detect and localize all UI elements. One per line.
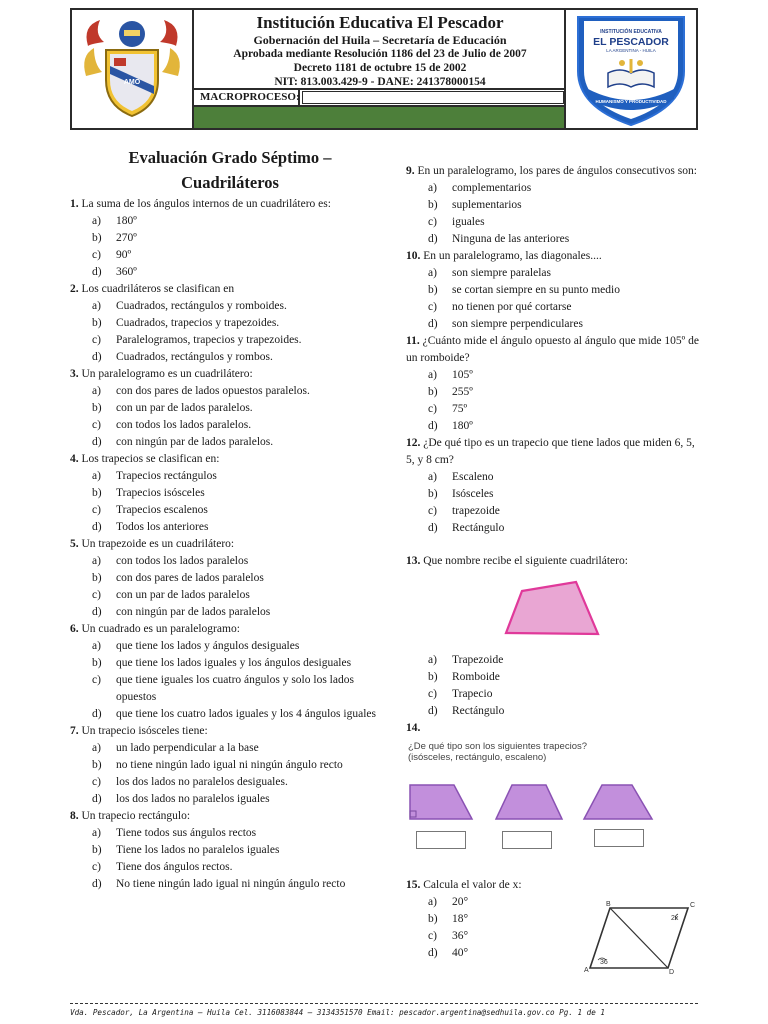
- option-letter: c): [428, 688, 437, 700]
- option-letter: c): [92, 589, 101, 601]
- question-14: [406, 720, 706, 737]
- option-text: 180º: [452, 420, 473, 432]
- coat-of-arms-logo: [72, 10, 194, 128]
- option-text: Cuadrados, rectángulos y romboides.: [116, 300, 287, 312]
- angle-c-label: 2x: [671, 915, 679, 922]
- answer-option[interactable]: [70, 672, 390, 706]
- option-text: que tiene los lados iguales y los ángulos desiguales: [116, 657, 352, 669]
- answer-option[interactable]: [70, 383, 390, 400]
- answer-option[interactable]: [406, 197, 706, 214]
- svg-text:AMO: AMO: [123, 79, 141, 86]
- option-text: que tiene los lados y ángulos desiguales: [116, 640, 300, 652]
- option-letter: c): [92, 334, 101, 346]
- answer-option[interactable]: [70, 247, 390, 264]
- question-number: 1.: [70, 198, 79, 210]
- question-text: En un paralelogramo, los pares de ángulos consecutivos son:: [417, 165, 697, 177]
- question-text: Un trapezoide es un cuadrilátero:: [81, 538, 235, 550]
- option-letter: a): [428, 654, 437, 666]
- option-letter: a): [428, 369, 437, 381]
- answer-box-1[interactable]: [416, 831, 466, 849]
- answer-option[interactable]: [406, 384, 706, 401]
- option-text: 90º: [116, 249, 132, 261]
- question-8: [70, 808, 390, 825]
- option-text: los dos lados no paralelos desiguales.: [116, 776, 288, 788]
- answer-option[interactable]: [406, 231, 706, 248]
- answer-option[interactable]: [406, 669, 706, 686]
- option-letter: d): [92, 878, 102, 890]
- answer-option[interactable]: [70, 264, 390, 281]
- answer-option[interactable]: [70, 876, 390, 893]
- trapezoid-right: [410, 785, 472, 819]
- option-letter: d): [428, 705, 438, 717]
- option-text: Escaleno: [452, 471, 494, 483]
- answer-option[interactable]: [70, 349, 390, 366]
- question-text: ¿De qué tipo es un trapecio que tiene lados que miden 6, 5, 5, y 8 cm?: [406, 437, 695, 466]
- option-letter: d): [92, 436, 102, 448]
- header-text-block: [194, 10, 566, 128]
- question-number: 4.: [70, 453, 79, 465]
- option-text: 20°: [452, 896, 469, 908]
- question-text: Un trapecio rectángulo:: [81, 810, 191, 822]
- answer-option[interactable]: [70, 230, 390, 247]
- answer-option[interactable]: [70, 757, 390, 774]
- option-text: Trapecios escalenos: [116, 504, 208, 516]
- option-letter: a): [92, 215, 101, 227]
- trapezoids-prompt-types: (isósceles, rectángulo, escaleno): [408, 752, 547, 763]
- option-text: 270º: [116, 232, 137, 244]
- answer-option[interactable]: [406, 214, 706, 231]
- right-question-list: [406, 163, 706, 537]
- question-13-options: [406, 652, 706, 720]
- question-10: [406, 248, 706, 265]
- question-text: En un paralelogramo, las diagonales....: [423, 250, 602, 262]
- answer-option[interactable]: [70, 604, 390, 621]
- option-letter: b): [92, 317, 102, 329]
- option-text: complementarios: [452, 182, 532, 194]
- answer-option[interactable]: [406, 367, 706, 384]
- vertex-d-label: D: [669, 969, 675, 976]
- resolution-line: Aprobada mediante Resolución 1186 del 23 de Julio de 2007: [233, 48, 527, 60]
- option-text: Trapecios isósceles: [116, 487, 205, 499]
- option-text: Romboide: [452, 671, 500, 683]
- answer-option[interactable]: [70, 774, 390, 791]
- macroproceso-field[interactable]: [302, 91, 564, 104]
- answer-box-3[interactable]: [594, 829, 644, 847]
- option-letter: b): [428, 386, 438, 398]
- badge-name-text: EL PESCADOR: [593, 36, 669, 48]
- option-letter: d): [92, 351, 102, 363]
- nit-line: NIT: 813.003.429-9 - DANE: 241378000154: [274, 76, 486, 88]
- option-letter: c): [92, 419, 101, 431]
- option-text: Tiene los lados no paralelos iguales: [116, 844, 280, 856]
- option-text: 105º: [452, 369, 473, 381]
- trapezoids-prompt: ¿De qué tipo son los siguientes trapecios?: [408, 741, 588, 752]
- answer-option[interactable]: [70, 298, 390, 315]
- option-text: Ninguna de las anteriores: [452, 233, 570, 245]
- answer-option[interactable]: [406, 686, 706, 703]
- option-letter: c): [428, 505, 437, 517]
- answer-option[interactable]: [70, 468, 390, 485]
- option-text: Cuadrados, rectángulos y rombos.: [116, 351, 273, 363]
- option-text: con dos pares de lados paralelos: [116, 572, 264, 584]
- option-letter: b): [428, 199, 438, 211]
- option-text: Isósceles: [452, 488, 494, 500]
- question-number: 13.: [406, 555, 421, 567]
- answer-option[interactable]: [406, 652, 706, 669]
- option-text: iguales: [452, 216, 485, 228]
- option-text: no tienen por qué cortarse: [452, 301, 572, 313]
- option-letter: d): [428, 522, 438, 534]
- option-letter: d): [92, 708, 102, 720]
- option-letter: a): [92, 827, 101, 839]
- badge-top-text: INSTITUCIÓN EDUCATIVA: [600, 29, 662, 35]
- option-text: con todos los lados paralelos.: [116, 419, 252, 431]
- parallelogram-figure: [580, 898, 700, 976]
- answer-option[interactable]: [70, 638, 390, 655]
- question-4: [70, 451, 390, 468]
- governorate-line: Gobernación del Huila – Secretaría de Educación: [253, 33, 507, 47]
- left-column: [70, 146, 390, 893]
- badge-place-text: LA ARGENTINA - HUILA: [606, 48, 656, 53]
- answer-option[interactable]: [70, 417, 390, 434]
- option-letter: c): [92, 861, 101, 873]
- option-letter: c): [428, 930, 437, 942]
- option-letter: a): [428, 182, 437, 194]
- answer-option[interactable]: [70, 842, 390, 859]
- option-text: con ningún par de lados paralelos: [116, 606, 271, 618]
- option-letter: a): [92, 385, 101, 397]
- option-letter: b): [92, 657, 102, 669]
- question-9: [406, 163, 706, 180]
- vertex-a-label: A: [584, 967, 589, 974]
- answer-option[interactable]: [70, 434, 390, 451]
- trapezoid-isosceles: [496, 785, 562, 819]
- school-badge-logo: [564, 10, 696, 128]
- answer-option[interactable]: [70, 213, 390, 230]
- option-letter: c): [92, 249, 101, 261]
- option-letter: c): [92, 776, 101, 788]
- footer-separator: [70, 1003, 698, 1004]
- answer-option[interactable]: [406, 265, 706, 282]
- option-letter: b): [428, 913, 438, 925]
- option-text: Trapecios rectángulos: [116, 470, 217, 482]
- question-number: 7.: [70, 725, 79, 737]
- badge-motto-text: HUMANISMO Y PRODUCTIVIDAD: [595, 99, 667, 104]
- answer-option[interactable]: [70, 485, 390, 502]
- option-text: Todos los anteriores: [116, 521, 209, 533]
- answer-option[interactable]: [70, 706, 390, 723]
- option-letter: c): [92, 504, 101, 516]
- option-text: Paralelogramos, trapecios y trapezoides.: [116, 334, 302, 346]
- answer-option[interactable]: [406, 180, 706, 197]
- answer-option[interactable]: [70, 859, 390, 876]
- option-text: con un par de lados paralelos.: [116, 402, 253, 414]
- answer-option[interactable]: [70, 553, 390, 570]
- question-13: [406, 553, 706, 570]
- header-green-bar: [194, 107, 566, 128]
- question-number: 8.: [70, 810, 79, 822]
- option-text: Tiene todos sus ángulos rectos: [116, 827, 257, 839]
- option-text: No tiene ningún lado igual ni ningún ángulo recto: [116, 878, 346, 890]
- option-text: 36°: [452, 930, 469, 942]
- answer-option[interactable]: [406, 316, 706, 333]
- option-text: los dos lados no paralelos iguales: [116, 793, 270, 805]
- answer-box-2[interactable]: [502, 831, 552, 849]
- option-text: Cuadrados, trapecios y trapezoides.: [116, 317, 280, 329]
- answer-option[interactable]: [70, 587, 390, 604]
- option-text: un lado perpendicular a la base: [116, 742, 259, 754]
- answer-option[interactable]: [406, 703, 706, 720]
- answer-option[interactable]: [70, 400, 390, 417]
- option-text: 255º: [452, 386, 473, 398]
- answer-option[interactable]: [406, 401, 706, 418]
- option-text: 40°: [452, 947, 469, 959]
- option-letter: b): [92, 759, 102, 771]
- left-question-list: [70, 196, 390, 893]
- option-letter: d): [428, 233, 438, 245]
- answer-option[interactable]: [70, 791, 390, 808]
- option-letter: c): [92, 674, 101, 686]
- macroproceso-label: MACROPROCESO:: [194, 90, 300, 105]
- option-letter: c): [428, 301, 437, 313]
- question-number: 3.: [70, 368, 79, 380]
- answer-option[interactable]: [70, 332, 390, 349]
- question-number: 6.: [70, 623, 79, 635]
- option-text: 75º: [452, 403, 468, 415]
- option-text: Tiene dos ángulos rectos.: [116, 861, 233, 873]
- vertex-c-label: C: [690, 902, 696, 909]
- option-letter: b): [92, 232, 102, 244]
- question-text: Un trapecio isósceles tiene:: [81, 725, 208, 737]
- question-number: 2.: [70, 283, 79, 295]
- answer-option[interactable]: [70, 825, 390, 842]
- option-text: suplementarios: [452, 199, 522, 211]
- question-number: 11.: [406, 335, 420, 347]
- question-text: Un paralelogramo es un cuadrilátero:: [81, 368, 253, 380]
- question-11: [406, 333, 706, 367]
- option-text: con ningún par de lados paralelos.: [116, 436, 274, 448]
- answer-option[interactable]: [406, 299, 706, 316]
- question-text: Un cuadrado es un paralelogramo:: [81, 623, 240, 635]
- answer-option[interactable]: [70, 570, 390, 587]
- option-letter: d): [92, 606, 102, 618]
- option-letter: a): [428, 471, 437, 483]
- evaluation-title-line2: Cuadriláteros: [181, 173, 279, 192]
- answer-option[interactable]: [70, 655, 390, 672]
- option-letter: d): [92, 793, 102, 805]
- answer-option[interactable]: [70, 315, 390, 332]
- option-text: Rectángulo: [452, 705, 505, 717]
- option-letter: d): [428, 947, 438, 959]
- angle-a-label: 36: [600, 959, 608, 966]
- page-footer: Vda. Pescador, La Argentina – Huila Cel. 3116083844 – 3134351570 Email: pescador.argentina@sedhuila.gov.co Pg. 1 de 1: [70, 1008, 605, 1017]
- question-7: [70, 723, 390, 740]
- option-text: 18°: [452, 913, 469, 925]
- option-text: con un par de lados paralelos: [116, 589, 250, 601]
- option-text: 360º: [116, 266, 137, 278]
- quadrilateral-figure: [406, 578, 646, 648]
- option-letter: a): [92, 742, 101, 754]
- macroproceso-row: [194, 88, 566, 107]
- answer-option[interactable]: [406, 503, 706, 520]
- option-letter: d): [428, 420, 438, 432]
- option-letter: b): [428, 488, 438, 500]
- answer-option[interactable]: [70, 519, 390, 536]
- question-15: [406, 877, 706, 894]
- question-text: Calcula el valor de x:: [423, 879, 522, 891]
- question-text: La suma de los ángulos internos de un cuadrilátero es:: [81, 198, 331, 210]
- option-letter: b): [428, 671, 438, 683]
- question-5: [70, 536, 390, 553]
- institution-name: Institución Educativa El Pescador: [256, 13, 504, 32]
- option-text: que tiene iguales los cuatro ángulos y solo los lados opuestos: [116, 674, 354, 703]
- evaluation-title-line1: Evaluación Grado Séptimo –: [128, 148, 332, 167]
- option-letter: a): [92, 470, 101, 482]
- option-text: que tiene los cuatro lados iguales y los 4 ángulos iguales: [116, 708, 376, 720]
- question-text: Que nombre recibe el siguiente cuadrilátero:: [423, 555, 628, 567]
- answer-option[interactable]: [406, 486, 706, 503]
- question-number: 15.: [406, 879, 421, 891]
- option-letter: d): [92, 521, 102, 533]
- option-letter: a): [428, 267, 437, 279]
- option-letter: a): [92, 555, 101, 567]
- trapezoid-scalene: [584, 785, 652, 819]
- option-letter: b): [92, 487, 102, 499]
- question-number: 12.: [406, 437, 421, 449]
- option-letter: b): [92, 844, 102, 856]
- question-text: Los cuadriláteros se clasifican en: [81, 283, 235, 295]
- option-text: trapezoide: [452, 505, 500, 517]
- vertex-b-label: B: [606, 901, 611, 908]
- option-text: son siempre perpendiculares: [452, 318, 583, 330]
- option-text: Rectángulo: [452, 522, 505, 534]
- option-text: con todos los lados paralelos: [116, 555, 249, 567]
- answer-option[interactable]: [406, 520, 706, 537]
- option-letter: b): [428, 284, 438, 296]
- option-letter: a): [92, 640, 101, 652]
- option-text: Trapezoide: [452, 654, 504, 666]
- answer-option[interactable]: [70, 502, 390, 519]
- option-text: no tiene ningún lado igual ni ningún ángulo recto: [116, 759, 343, 771]
- question-number: 14.: [406, 722, 421, 734]
- trapezoids-figure: [406, 741, 666, 871]
- question-number: 10.: [406, 250, 421, 262]
- option-letter: b): [92, 402, 102, 414]
- option-letter: d): [428, 318, 438, 330]
- option-text: son siempre paralelas: [452, 267, 551, 279]
- question-number: 5.: [70, 538, 79, 550]
- question-text: ¿Cuánto mide el ángulo opuesto al ángulo que mide 105º de un romboide?: [406, 335, 699, 364]
- question-3: [70, 366, 390, 383]
- answer-option[interactable]: [406, 469, 706, 486]
- option-text: se cortan siempre en su punto medio: [452, 284, 620, 296]
- question-number: 9.: [406, 165, 415, 177]
- document-header: [70, 8, 698, 130]
- option-text: Trapecio: [452, 688, 493, 700]
- option-text: 180º: [116, 215, 137, 227]
- answer-option[interactable]: [406, 418, 706, 435]
- answer-option[interactable]: [70, 740, 390, 757]
- question-2: [70, 281, 390, 298]
- option-letter: c): [428, 216, 437, 228]
- question-text: Los trapecios se clasifican en:: [81, 453, 220, 465]
- question-6: [70, 621, 390, 638]
- option-letter: a): [92, 300, 101, 312]
- decree-line: Decreto 1181 de octubre 15 de 2002: [293, 62, 467, 74]
- option-letter: c): [428, 403, 437, 415]
- question-12: [406, 435, 706, 469]
- right-column: [406, 163, 706, 962]
- option-letter: a): [428, 896, 437, 908]
- question-1: [70, 196, 390, 213]
- answer-option[interactable]: [406, 282, 706, 299]
- option-letter: b): [92, 572, 102, 584]
- option-letter: d): [92, 266, 102, 278]
- option-text: con dos pares de lados opuestos paralelos.: [116, 385, 310, 397]
